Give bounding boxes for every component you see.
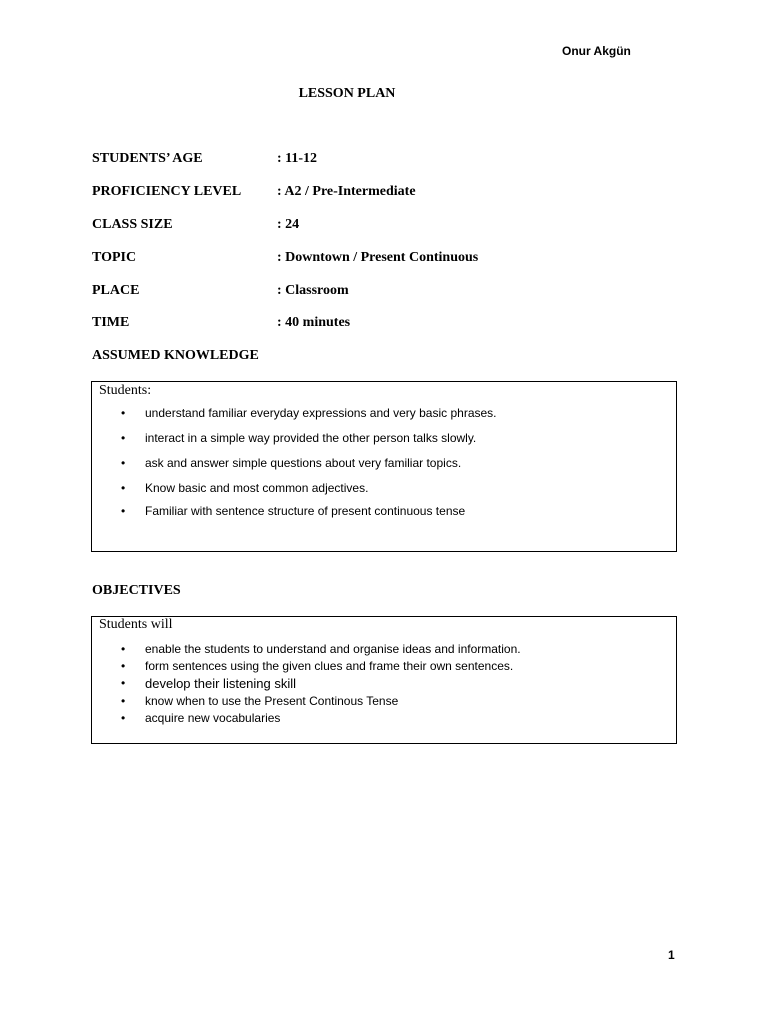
bullet-icon: • — [121, 504, 126, 518]
list-item-text: interact in a simple way provided the other person talks slowly. — [145, 431, 477, 445]
bullet-icon: • — [121, 431, 126, 445]
list-item-text: know when to use the Present Continous Tense — [145, 694, 399, 708]
bullet-icon: • — [121, 481, 126, 495]
list-item-text: develop their listening skill — [145, 676, 297, 691]
page-title: LESSON PLAN — [298, 86, 396, 101]
info-value: : 40 minutes — [277, 315, 351, 330]
info-value: : 11-12 — [277, 151, 318, 166]
objectives-heading: OBJECTIVES — [92, 583, 181, 598]
box-intro: Students: — [99, 383, 152, 398]
list-item-text: understand familiar everyday expressions and very basic phrases. — [145, 406, 497, 420]
list-item-text: ask and answer simple questions about very familiar topics. — [145, 456, 462, 470]
list-item-text: Know basic and most common adjectives. — [145, 481, 369, 495]
info-value: : 24 — [277, 217, 300, 232]
list-item-text: Familiar with sentence structure of present continuous tense — [145, 504, 466, 518]
list-item-text: form sentences using the given clues and frame their own sentences. — [145, 659, 514, 673]
bullet-icon: • — [121, 642, 126, 656]
info-label: PROFICIENCY LEVEL — [92, 184, 242, 199]
page-number: 1 — [668, 948, 675, 962]
info-label: TOPIC — [92, 250, 137, 265]
info-value: : Downtown / Present Continuous — [277, 250, 479, 265]
info-value: : A2 / Pre-Intermediate — [277, 184, 416, 199]
list-item-text: acquire new vocabularies — [145, 711, 281, 725]
info-label: CLASS SIZE — [92, 217, 173, 232]
author-name: Onur Akgün — [562, 44, 631, 58]
bullet-icon: • — [121, 676, 126, 690]
bullet-icon: • — [121, 659, 126, 673]
objectives-box — [91, 616, 677, 744]
list-item-text: enable the students to understand and organise ideas and information. — [145, 642, 521, 656]
info-value: : Classroom — [277, 283, 349, 298]
bullet-icon: • — [121, 456, 126, 470]
bullet-icon: • — [121, 711, 126, 725]
info-label: PLACE — [92, 283, 140, 298]
assumed-knowledge-heading: ASSUMED KNOWLEDGE — [92, 348, 259, 363]
assumed-knowledge-box — [91, 381, 677, 552]
bullet-icon: • — [121, 694, 126, 708]
info-label: TIME — [92, 315, 130, 330]
box-intro: Students will — [99, 617, 173, 632]
info-label: STUDENTS’ AGE — [92, 151, 203, 166]
bullet-icon: • — [121, 406, 126, 420]
